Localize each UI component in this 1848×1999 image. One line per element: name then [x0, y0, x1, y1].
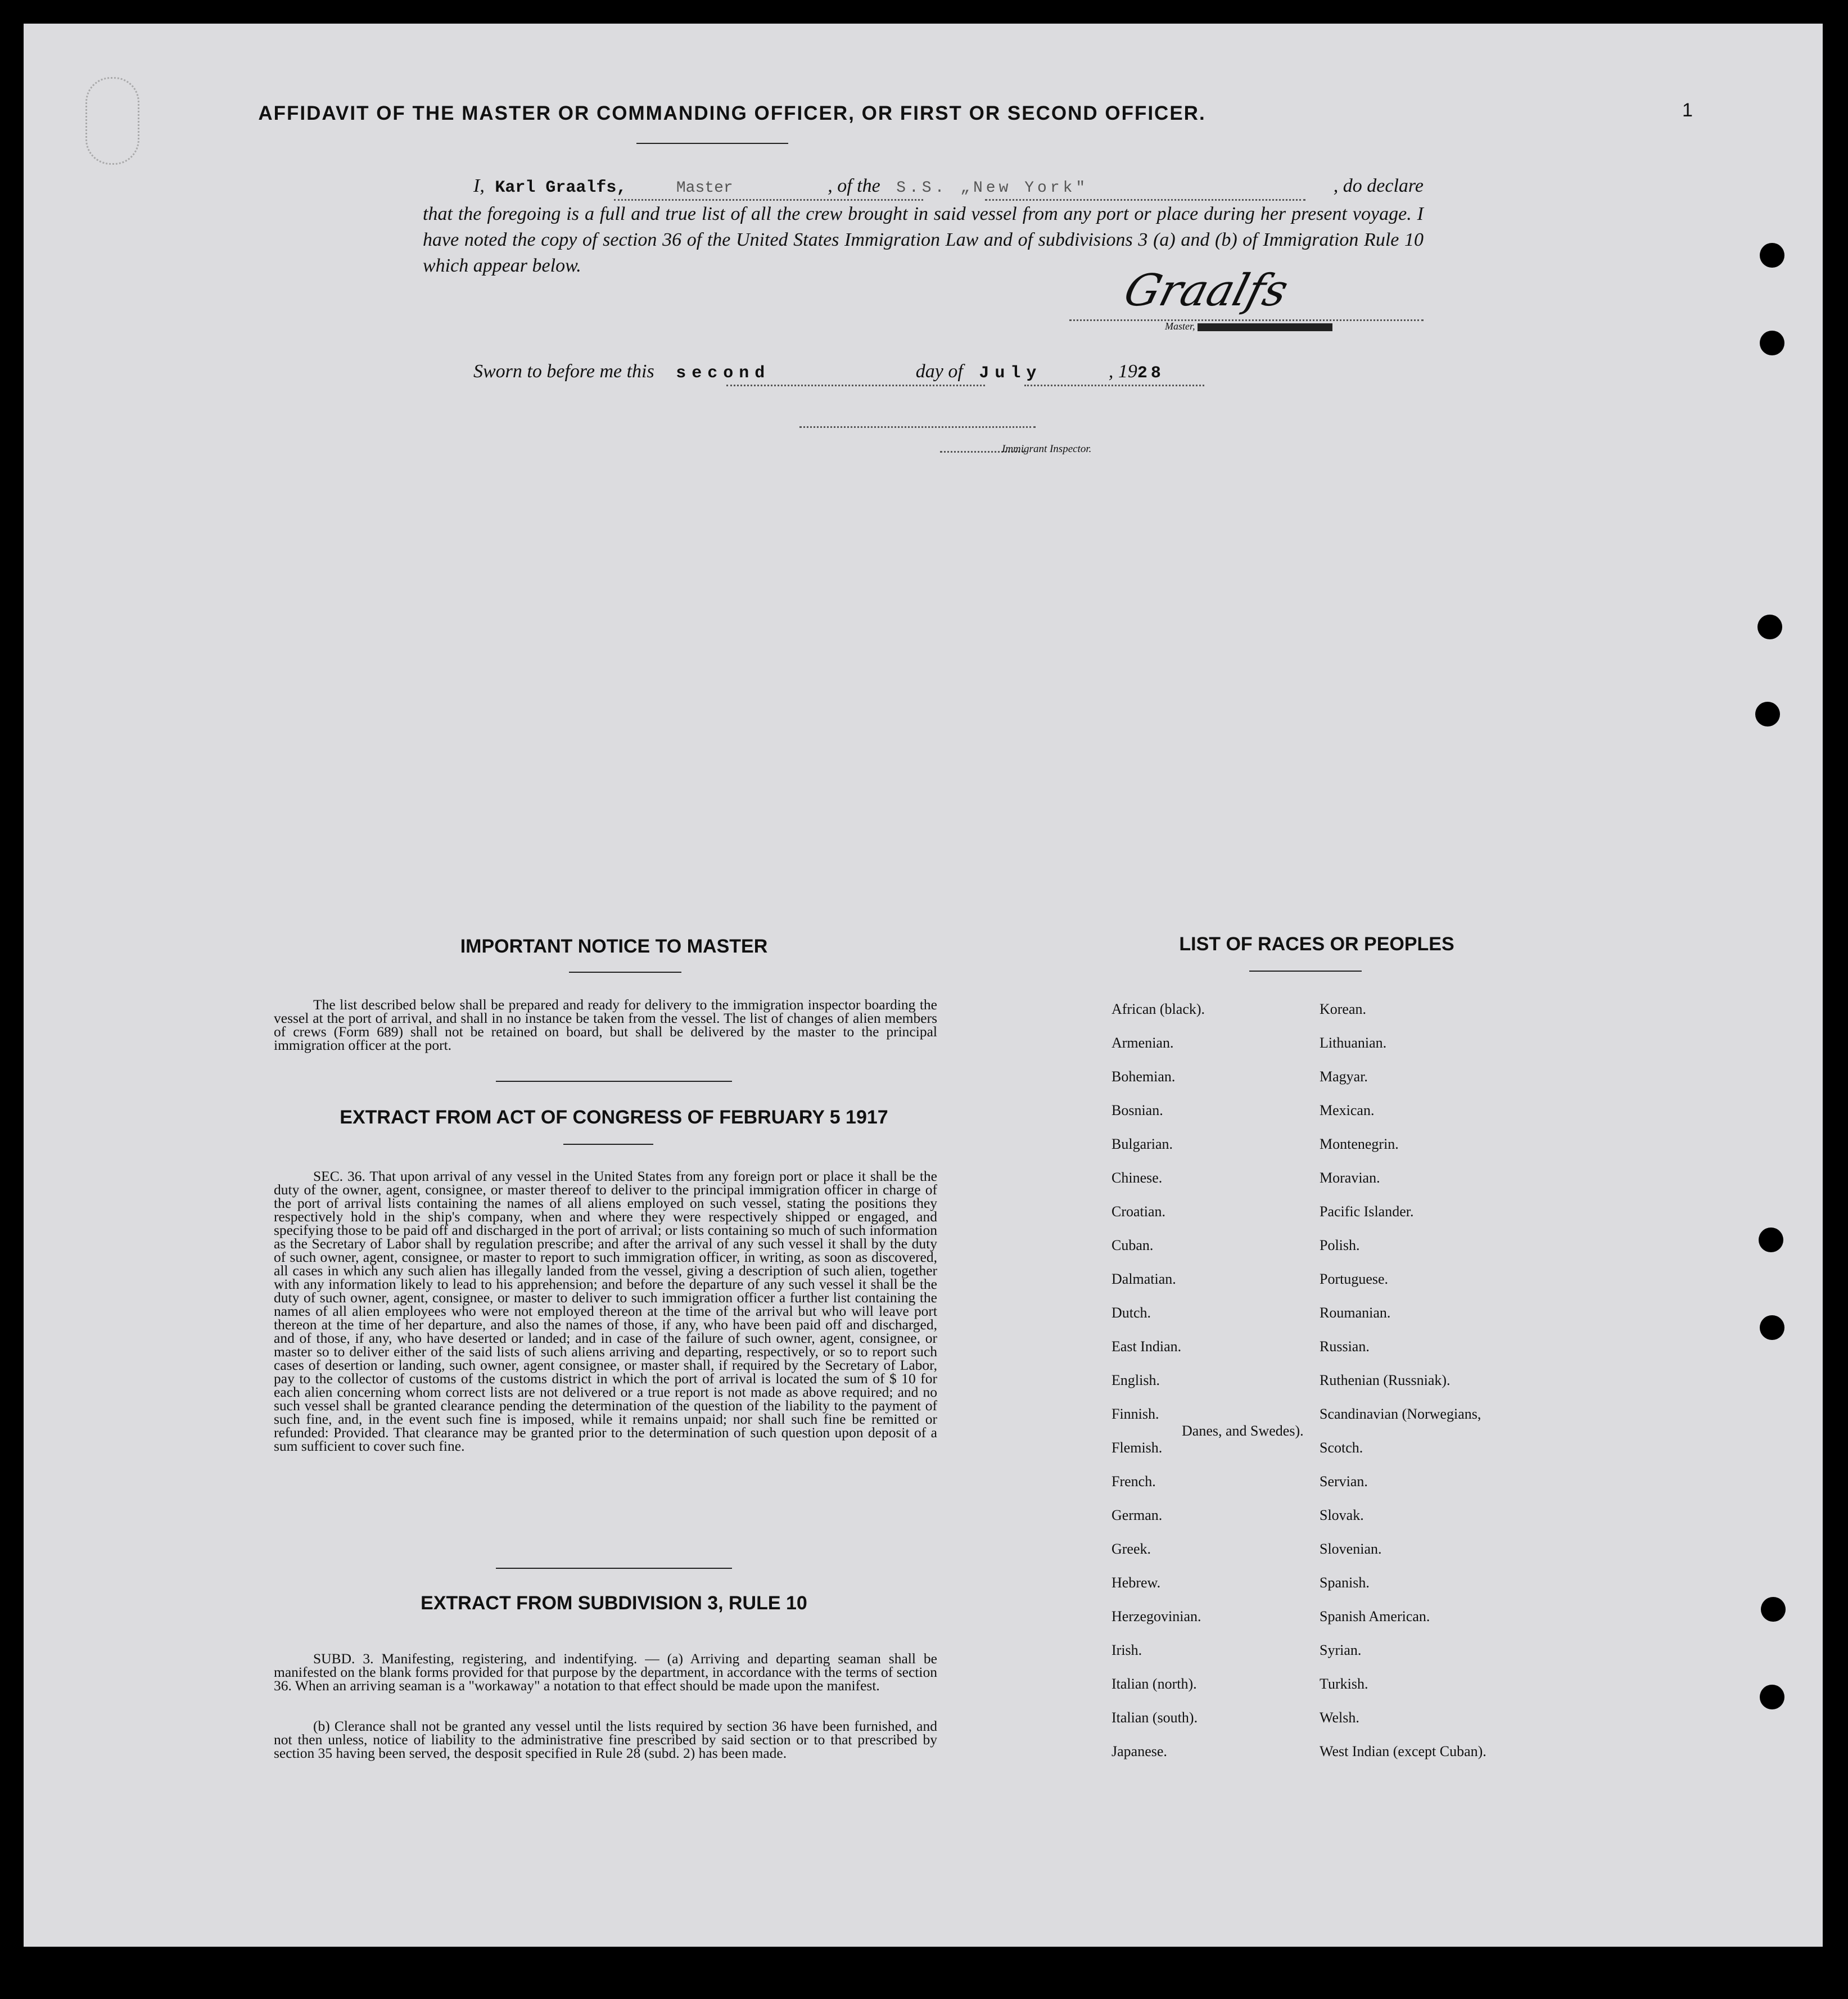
affidavit-first-line: [473, 175, 1424, 201]
rule-subd-b: (b) Clerance shall not be granted any vessel until the lists required by section 36 have been furnished, and not then unless, notice of liability to the administrative fine prescribed by said section or to that prescribed by section 35 having been served, the desposit specified in Rule 28 (subd. 2) has been made.: [274, 1718, 937, 1761]
affidavit-title: AFFIDAVIT OF THE MASTER OR COMMANDING OFFICER, OR FIRST OR SECOND OFFICER.: [258, 102, 1206, 124]
name-line: [614, 199, 923, 201]
notice-divider: [496, 1081, 732, 1082]
do-declare-label: , do declare: [1333, 175, 1424, 196]
master-signature: Graalfs: [1118, 265, 1294, 316]
year-prefix: , 19: [1108, 361, 1137, 382]
binder-hole: [1760, 1315, 1784, 1340]
race-item: Roumanian.: [1320, 1305, 1391, 1321]
race-item: Portuguese.: [1320, 1271, 1389, 1287]
race-item: Cuban.: [1111, 1237, 1154, 1253]
race-item: West Indian (except Cuban).: [1320, 1743, 1486, 1759]
rank: Master: [676, 179, 733, 197]
title-underline: [636, 143, 788, 144]
race-item: Moravian.: [1320, 1170, 1380, 1186]
race-item: Korean.: [1320, 1001, 1367, 1017]
notice-text: The list described below shall be prepared and ready for delivery to the immigration inspector boarding the vessel at the port of arrival, and shall in no instance be taken from the vessel. The list of changes of alien members of crews (Form 689) shall not be retained on board, but shall be delivered by the master to the principal immigration officer at the port.: [274, 996, 937, 1053]
race-item: Servian.: [1320, 1473, 1368, 1490]
race-item: Japanese.: [1111, 1743, 1167, 1759]
race-item: Scotch.: [1320, 1440, 1363, 1456]
races-underline: [1249, 971, 1362, 972]
race-item: Irish.: [1111, 1642, 1142, 1658]
race-item: Dalmatian.: [1111, 1271, 1176, 1287]
race-item: Italian (north).: [1111, 1676, 1197, 1692]
sworn-year: 28: [1137, 364, 1164, 383]
race-item: Turkish.: [1320, 1676, 1368, 1692]
act-extract-text: SEC. 36. That upon arrival of any vessel in the United States from any foreign port or place it shall be the duty of the owner, agent, consignee, or master thereof to deliver to the principal immigration officer in charge of the port of arrival lists containing the names of all aliens employed on such vessel, stating the positions they respectively hold in the ship's company, when and where they were respectively shipped or engaged, and specifying those to be paid off and discharged in the port of arrival; or lists containing so much of such information as the Secretary of Labor shall by regulation prescribe; and after the arrival of any such vessel it shall by the duty of such owner, agent, consignee, or master to report to such immigration officer, in writing, as soon as discovered, all cases in which any such alien has illegally landed from the vessel, giving a description of such alien, together with any information likely to lead to his apprehension; and before the departure of any such vessel it shall be the duty of such owner, agent, consignee, or master to deliver to such immigration officer a further list containing the names of all alien employees who were not employed thereon at the time of the arrival but who will leave port thereon at the time of her departure, and also the names of those, if any, who have been paid off and discharged, and of those, if any, who have deserted or landed; and in case of the failure of such owner, agent, consignee, or master so to deliver either of the said lists of such aliens arriving and departing, respectively, or so to report such cases of desertion or landing, such owner, agent consignee, or master shall, if required by the Secretary of Labor, pay to the collector of customs of the customs district in which the port of arrival is located the sum of $ 10 for each alien concerning whom correct lists are not delivered or a true report is not made as above required; and no such vessel shall be granted clearance pending the determination of the question of the liability to the payment of such fine, and, in the event such fine is imposed, while it remains unpaid; nor shall such fine be remitted or refunded: Provided. That clearance may be granted prior to the determination of such question upon deposit of a sum sufficient to cover such fine.: [274, 1168, 937, 1454]
race-item: Pacific Islander.: [1320, 1203, 1414, 1220]
race-item: Hebrew.: [1111, 1574, 1161, 1591]
race-item: Bohemian.: [1111, 1068, 1176, 1085]
race-item: Slovak.: [1320, 1507, 1364, 1523]
race-item: East Indian.: [1111, 1338, 1182, 1355]
race-item: Bosnian.: [1111, 1102, 1163, 1118]
race-item: Montenegrin.: [1320, 1136, 1399, 1152]
of-the-label: , of the: [828, 175, 880, 196]
binder-hole: [1755, 702, 1780, 727]
sworn-month: July: [979, 364, 1042, 383]
race-item: Flemish.: [1111, 1440, 1163, 1456]
race-item: Greek.: [1111, 1541, 1151, 1557]
document-page: [24, 24, 1823, 1947]
binder-hole: [1757, 615, 1782, 639]
race-item: German.: [1111, 1507, 1163, 1523]
race-item: Spanish.: [1320, 1574, 1370, 1591]
sworn-day: second: [676, 364, 771, 383]
race-item: Dutch.: [1111, 1305, 1151, 1321]
binder-hole: [1760, 331, 1784, 355]
binder-hole: [1760, 1685, 1784, 1709]
race-item: Chinese.: [1111, 1170, 1163, 1186]
act-extract-underline: [563, 1144, 653, 1145]
page-number: 1: [1682, 100, 1693, 121]
notice-title: IMPORTANT NOTICE TO MASTER: [460, 936, 768, 957]
race-item: Mexican.: [1320, 1102, 1375, 1118]
race-item: Scandinavian (Norwegians,: [1320, 1406, 1481, 1422]
race-item: Russian.: [1320, 1338, 1370, 1355]
race-item: Magyar.: [1320, 1068, 1368, 1085]
race-item: Bulgarian.: [1111, 1136, 1173, 1152]
vessel-line: [985, 199, 1305, 201]
vessel-name: S.S. „New York": [896, 179, 1089, 197]
master-label-text: Master,: [1165, 321, 1195, 332]
race-item: English.: [1111, 1372, 1160, 1388]
race-item: Spanish American.: [1320, 1608, 1430, 1625]
race-item: Slovenian.: [1320, 1541, 1382, 1557]
act-extract-title: EXTRACT FROM ACT OF CONGRESS OF FEBRUARY 5 1917: [340, 1107, 888, 1128]
sworn-prefix: Sworn to before me this: [473, 361, 654, 382]
race-item: Danes, and Swedes).: [1182, 1423, 1304, 1439]
race-item: French.: [1111, 1473, 1156, 1490]
race-item: Welsh.: [1320, 1709, 1359, 1726]
binder-hole: [1761, 1597, 1786, 1622]
binder-hole: [1760, 243, 1784, 268]
race-item: Ruthenian (Russniak).: [1320, 1372, 1451, 1388]
inspector-label: Immigrant Inspector.: [1002, 443, 1092, 455]
declaration-text: that the foregoing is a full and true list of all the crew brought in said vessel from any port or place during her present voyage. I have noted the copy of section 36 of the United States Immigration Law and of subdivisions 3 (a) and (b) of Immigration Rule 10 which appear below.: [423, 204, 1424, 276]
inspector-signature-line: [799, 426, 1036, 428]
race-item: Finnish.: [1111, 1406, 1159, 1422]
sworn-day-line: [726, 385, 985, 386]
race-item: Polish.: [1320, 1237, 1360, 1253]
race-item: Armenian.: [1111, 1035, 1174, 1051]
race-item: Lithuanian.: [1320, 1035, 1387, 1051]
race-item: African (black).: [1111, 1001, 1205, 1017]
races-title: LIST OF RACES OR PEOPLES: [1179, 933, 1454, 955]
race-item: Herzegovinian.: [1111, 1608, 1201, 1625]
sworn-line: [473, 361, 1164, 383]
act-extract-divider: [496, 1568, 732, 1569]
rule-extract-title: EXTRACT FROM SUBDIVISION 3, RULE 10: [421, 1592, 807, 1614]
race-item: Syrian.: [1320, 1642, 1362, 1658]
master-label: [1165, 321, 1332, 332]
sworn-month-line: [1024, 385, 1204, 386]
master-name: Karl Graalfs,: [495, 178, 627, 197]
i-label: I,: [473, 175, 485, 196]
race-item: Croatian.: [1111, 1203, 1166, 1220]
stamp-bar: [1198, 323, 1332, 331]
rule-subd-a: SUBD. 3. Manifesting, registering, and indentifying. — (a) Arriving and departing seaman shall be manifested on the blank forms provided for that purpose by the department, in accordance with the terms of section 36. When an arriving seaman is a "workaway" a notation to that effect should be made upon the manifest.: [274, 1650, 937, 1694]
binder-hole: [1759, 1228, 1783, 1252]
day-of-label: day of: [915, 361, 963, 382]
notice-underline: [569, 972, 681, 973]
race-item: Italian (south).: [1111, 1709, 1198, 1726]
